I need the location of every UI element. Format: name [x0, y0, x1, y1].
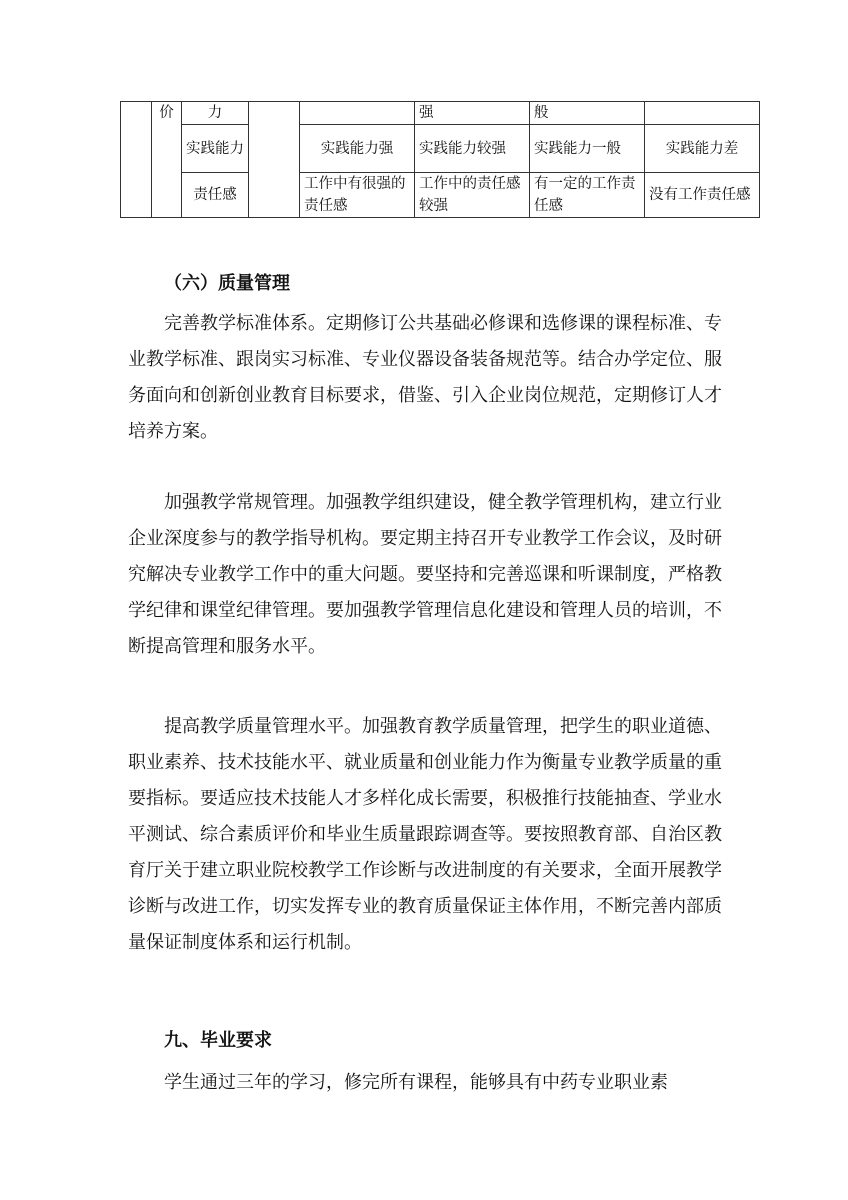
level-average: 有一定的工作责任感	[530, 173, 645, 218]
level-good: 实践能力较强	[415, 125, 530, 173]
paragraph: 学生通过三年的学习，修完所有课程，能够具有中药专业职业素	[164, 1072, 668, 1093]
level-excellent: 实践能力强	[300, 125, 415, 173]
level-poor: 实践能力差	[645, 125, 760, 173]
level-good: 工作中的责任感较强	[415, 173, 530, 218]
table-row	[121, 173, 760, 218]
criterion-label: 实践能力	[182, 125, 249, 173]
table-cell: 力	[182, 102, 249, 125]
table-cell-blank	[249, 102, 300, 218]
table-cell-blank	[645, 102, 760, 125]
paragraph: 加强教学常规管理。加强教学组织建设，健全教学管理机构，建立行业企业深度参与的教学指导机构。要定期主持召开专业教学工作会议，及时研究解决专业教学工作中的重大问题。要坚持和完善巡课和听课制度，严格教学纪律和课堂纪律管理。要加强教学管理信息化建设和管理人员的培训，不断提高管理和服务水平。	[128, 492, 722, 657]
paragraph: 提高教学质量管理水平。加强教育教学质量管理，把学生的职业道德、职业素养、技术技能水平、就业质量和创业能力作为衡量专业教学质量的重要指标。要适应技术技能人才多样化成长需要，积极推行技能抽查、学业水平测试、综合素质评价和毕业生质量跟踪调查等。要按照教育部、自治区教育厅关于建立职业院校教学工作诊断与改进制度的有关要求，全面开展教学诊断与改进工作，切实发挥专业的教育质量保证主体作用，不断完善内部质量保证制度体系和运行机制。	[128, 716, 722, 953]
level-excellent: 工作中有很强的责任感	[300, 173, 415, 218]
table-cell: 价	[152, 102, 182, 218]
evaluation-table	[120, 101, 760, 218]
level-average: 实践能力一般	[530, 125, 645, 173]
criterion-label: 责任感	[182, 173, 249, 218]
table-row	[121, 102, 760, 125]
level-poor: 没有工作责任感	[645, 173, 760, 218]
table-cell-blank	[121, 102, 152, 218]
table-cell: 般	[530, 102, 645, 125]
table-cell-blank	[300, 102, 415, 125]
section-heading-graduation: 九、毕业要求	[164, 1030, 272, 1051]
table-cell: 强	[415, 102, 530, 125]
section-heading-quality: （六）质量管理	[164, 273, 290, 294]
paragraph: 完善教学标准体系。定期修订公共基础必修课和选修课的课程标准、专业教学标准、跟岗实习标准、专业仪器设备装备规范等。结合办学定位、服务面向和创新创业教育目标要求，借鉴、引入企业岗位规范，定期修订人才培养方案。	[128, 313, 722, 442]
table-row	[121, 125, 760, 173]
